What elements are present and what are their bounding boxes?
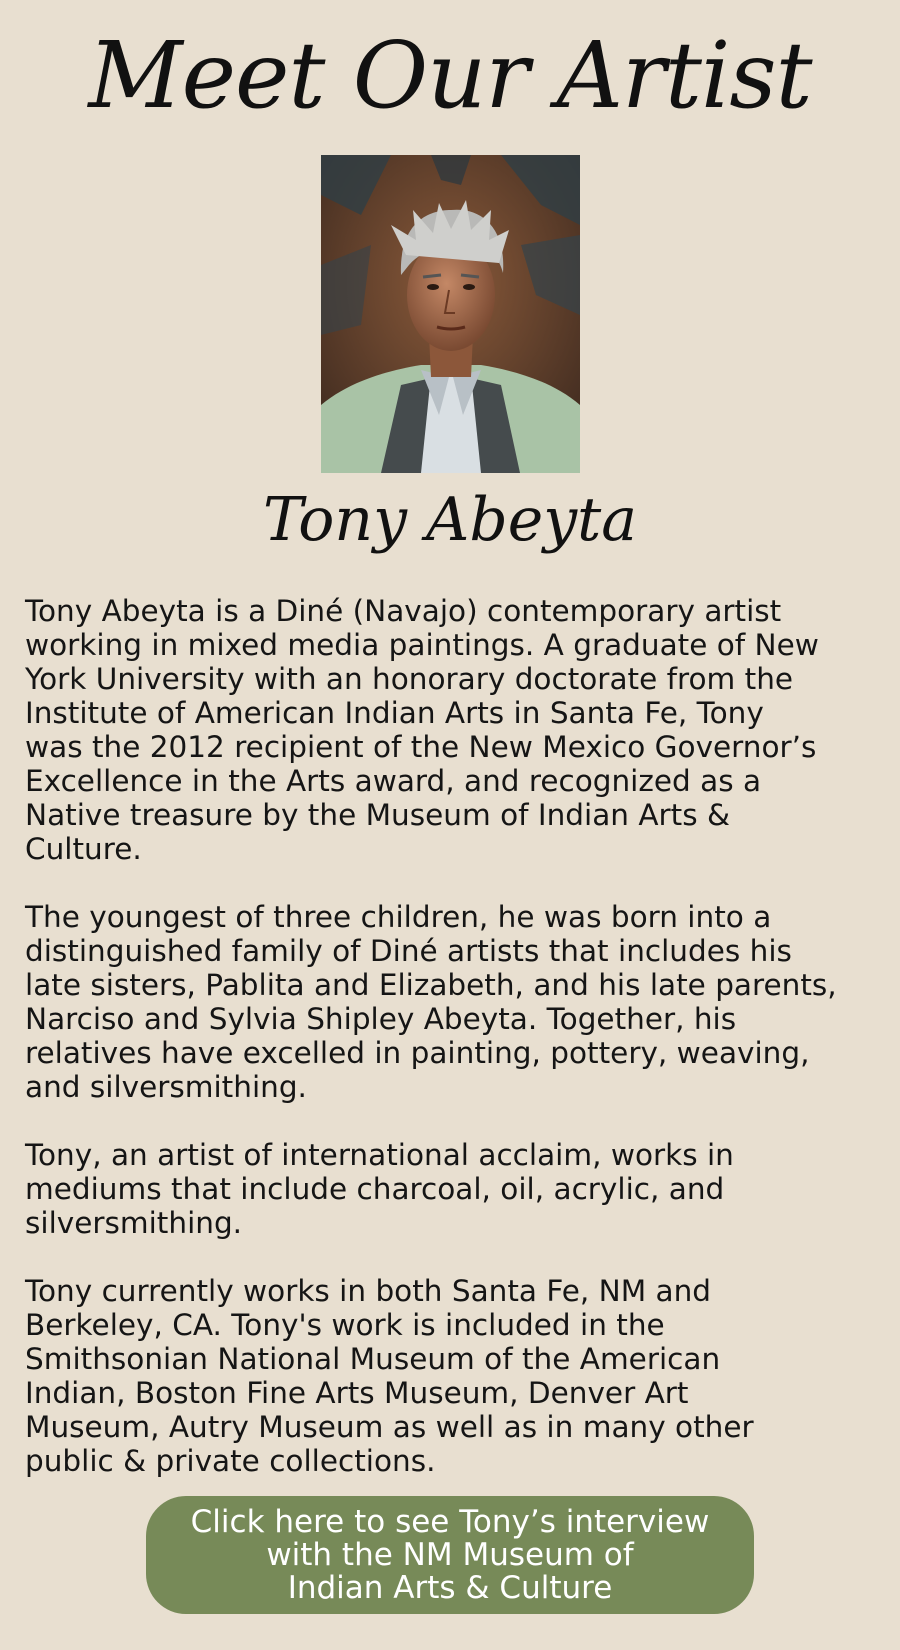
interview-link-button[interactable]: Click here to see Tony’s interview with the NM Museum of Indian Arts & Culture — [146, 1496, 754, 1614]
artist-bio — [25, 594, 885, 1512]
bio-paragraph: Tony currently works in both Santa Fe, NM and Berkeley, CA. Tony's work is included in the Smithsonian National Museum of the American Indian, Boston Fine Arts Museum, Denver Art Museum, Autry Museum as well as in many other public & private collections. — [25, 1274, 754, 1478]
artist-portrait — [321, 155, 580, 473]
bio-paragraph: Tony, an artist of international acclaim, works in mediums that include charcoal, oil, acrylic, and silversmithing. — [25, 1138, 734, 1240]
artist-name: Tony Abeyta — [262, 485, 638, 555]
page-title: Meet Our Artist — [88, 22, 812, 129]
bio-paragraph: The youngest of three children, he was born into a distinguished family of Diné artists that includes his late sisters, Pablita and Elizabeth, and his late parents, Narciso and Sylvia Shipley Abeyta. Together, his relatives have excelled in painting, pottery, weaving, and silversmithing. — [25, 900, 837, 1104]
bio-paragraph: Tony Abeyta is a Diné (Navajo) contemporary artist working in mixed media paintings. A graduate of New York University with an honorary doctorate from the Institute of American Indian Arts in Santa Fe, Tony was the 2012 recipient of the New Mexico Governor’s Excellence in the Arts award, and recognized as a Native treasure by the Museum of Indian Arts & Culture. — [25, 594, 819, 866]
